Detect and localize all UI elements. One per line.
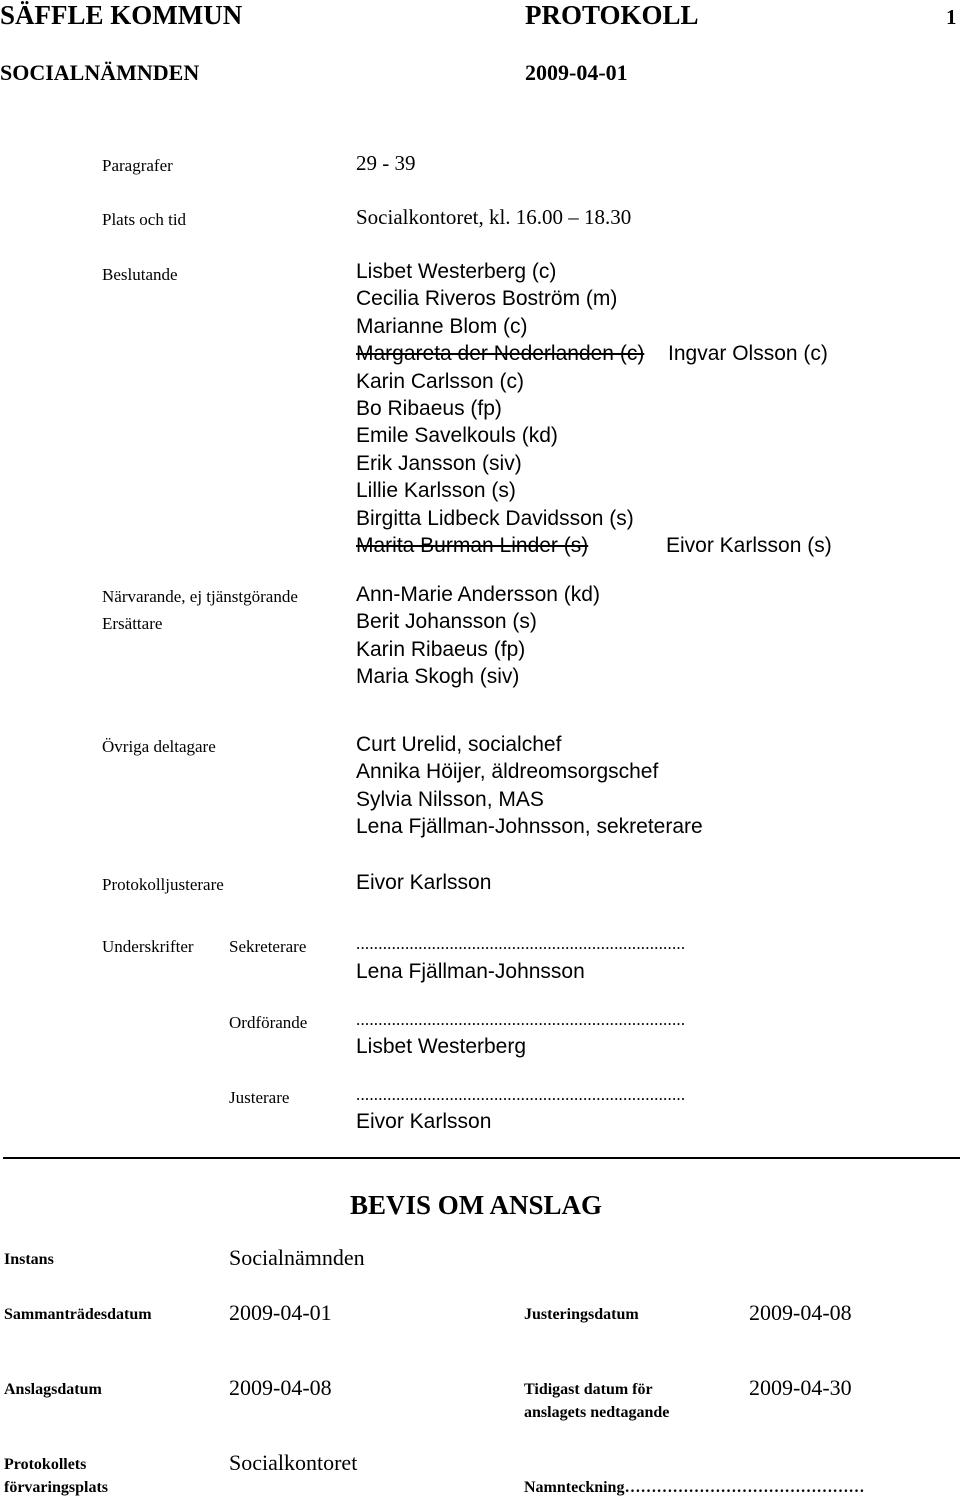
substitute-name: Berit Johansson (s) <box>356 610 537 634</box>
participant-name: Annika Höijer, äldreomsorgschef <box>356 760 659 784</box>
member-name: Marianne Blom (c) <box>356 314 528 338</box>
tidigast-label: Tidigast datum för <box>524 1381 653 1398</box>
member-name: Bo Ribaeus (fp) <box>356 397 502 421</box>
tidigast-label-line2: anslagets nedtagande <box>524 1404 670 1421</box>
member-name: Lillie Karlsson (s) <box>356 479 516 503</box>
member-name: Emile Savelkouls (kd) <box>356 424 558 448</box>
substitute-name: Ann-Marie Andersson (kd) <box>356 583 600 606</box>
beslutande-list <box>356 258 956 559</box>
header <box>0 0 960 100</box>
struck-member-name: Margareta der Nederlanden (c) <box>356 342 645 366</box>
member-row <box>356 532 956 559</box>
sammantrade-label: Sammanträdesdatum <box>4 1306 152 1323</box>
anslagsdatum-label: Anslagsdatum <box>4 1381 102 1398</box>
substitute-name: Maria Skogh (siv) <box>356 665 520 689</box>
signature-name: Eivor Karlsson <box>356 1110 492 1133</box>
paragrafer-value: 29 - 39 <box>356 151 416 175</box>
participant-name: Curt Urelid, socialchef <box>356 733 562 756</box>
signature-name: Lena Fjällman-Johnsson <box>356 960 585 983</box>
board-name: SOCIALNÄMNDEN <box>0 60 200 85</box>
signature-role: Sekreterare <box>229 937 307 956</box>
participant-name: Sylvia Nilsson, MAS <box>356 787 544 811</box>
signature-name: Lisbet Westerberg <box>356 1035 527 1058</box>
anslag-title: BEVIS OM ANSLAG <box>350 1190 603 1220</box>
ovriga-list <box>356 731 703 841</box>
signature-line: .......................................................................... <box>356 1085 686 1104</box>
plats-label: Plats och tid <box>102 210 187 229</box>
ovriga-label: Övriga deltagare <box>102 737 216 756</box>
narvarande-label: Närvarande, ej tjänstgörande <box>102 587 298 606</box>
justerare-value: Eivor Karlsson <box>356 871 492 894</box>
replacement-name: Eivor Karlsson (s) <box>666 534 832 558</box>
justerare-label: Protokolljusterare <box>102 875 224 894</box>
underskrifter-label: Underskrifter <box>102 937 194 956</box>
meeting-date: 2009-04-01 <box>525 60 628 85</box>
member-name: Lisbet Westerberg (c) <box>356 260 557 283</box>
signature-role: Ordförande <box>229 1013 308 1032</box>
narvarande-list <box>356 581 600 691</box>
participant-name: Lena Fjällman-Johnsson, sekreterare <box>356 815 703 839</box>
page-number: 1 <box>946 5 957 29</box>
paragrafer-label: Paragrafer <box>102 156 173 175</box>
instans-label: Instans <box>4 1251 54 1268</box>
ersattare-label: Ersättare <box>102 614 163 633</box>
sammantrade-value: 2009-04-01 <box>229 1300 332 1325</box>
org-name: SÄFFLE KOMMUN <box>0 0 243 30</box>
member-name: Karin Carlsson (c) <box>356 369 525 393</box>
substitute-name: Karin Ribaeus (fp) <box>356 637 526 661</box>
section-divider <box>3 1157 960 1159</box>
forvaring-label-line2: förvaringsplats <box>4 1479 108 1496</box>
member-name: Birgitta Lidbeck Davidsson (s) <box>356 506 634 530</box>
signature-line: .......................................................................... <box>356 1010 686 1029</box>
replacement-name: Ingvar Olsson (c) <box>668 342 828 366</box>
member-row <box>356 340 956 367</box>
justering-label: Justeringsdatum <box>524 1306 639 1323</box>
beslutande-label: Beslutande <box>102 265 178 284</box>
signature-role: Justerare <box>229 1088 290 1107</box>
tidigast-value: 2009-04-30 <box>749 1375 852 1400</box>
namnteckning-label: Namnteckning……………………………………… <box>524 1479 865 1496</box>
member-name: Cecilia Riveros Boström (m) <box>356 287 618 311</box>
justering-value: 2009-04-08 <box>749 1300 852 1325</box>
document-type: PROTOKOLL <box>525 0 699 30</box>
anslagsdatum-value: 2009-04-08 <box>229 1375 332 1400</box>
forvaring-value: Socialkontoret <box>229 1450 358 1475</box>
member-name: Erik Jansson (siv) <box>356 451 522 475</box>
struck-member-name: Marita Burman Linder (s) <box>356 534 589 558</box>
signature-line: .......................................................................... <box>356 934 686 953</box>
forvaring-label: Protokollets <box>4 1456 87 1473</box>
instans-value: Socialnämnden <box>229 1245 365 1270</box>
plats-value: Socialkontoret, kl. 16.00 – 18.30 <box>356 205 632 229</box>
